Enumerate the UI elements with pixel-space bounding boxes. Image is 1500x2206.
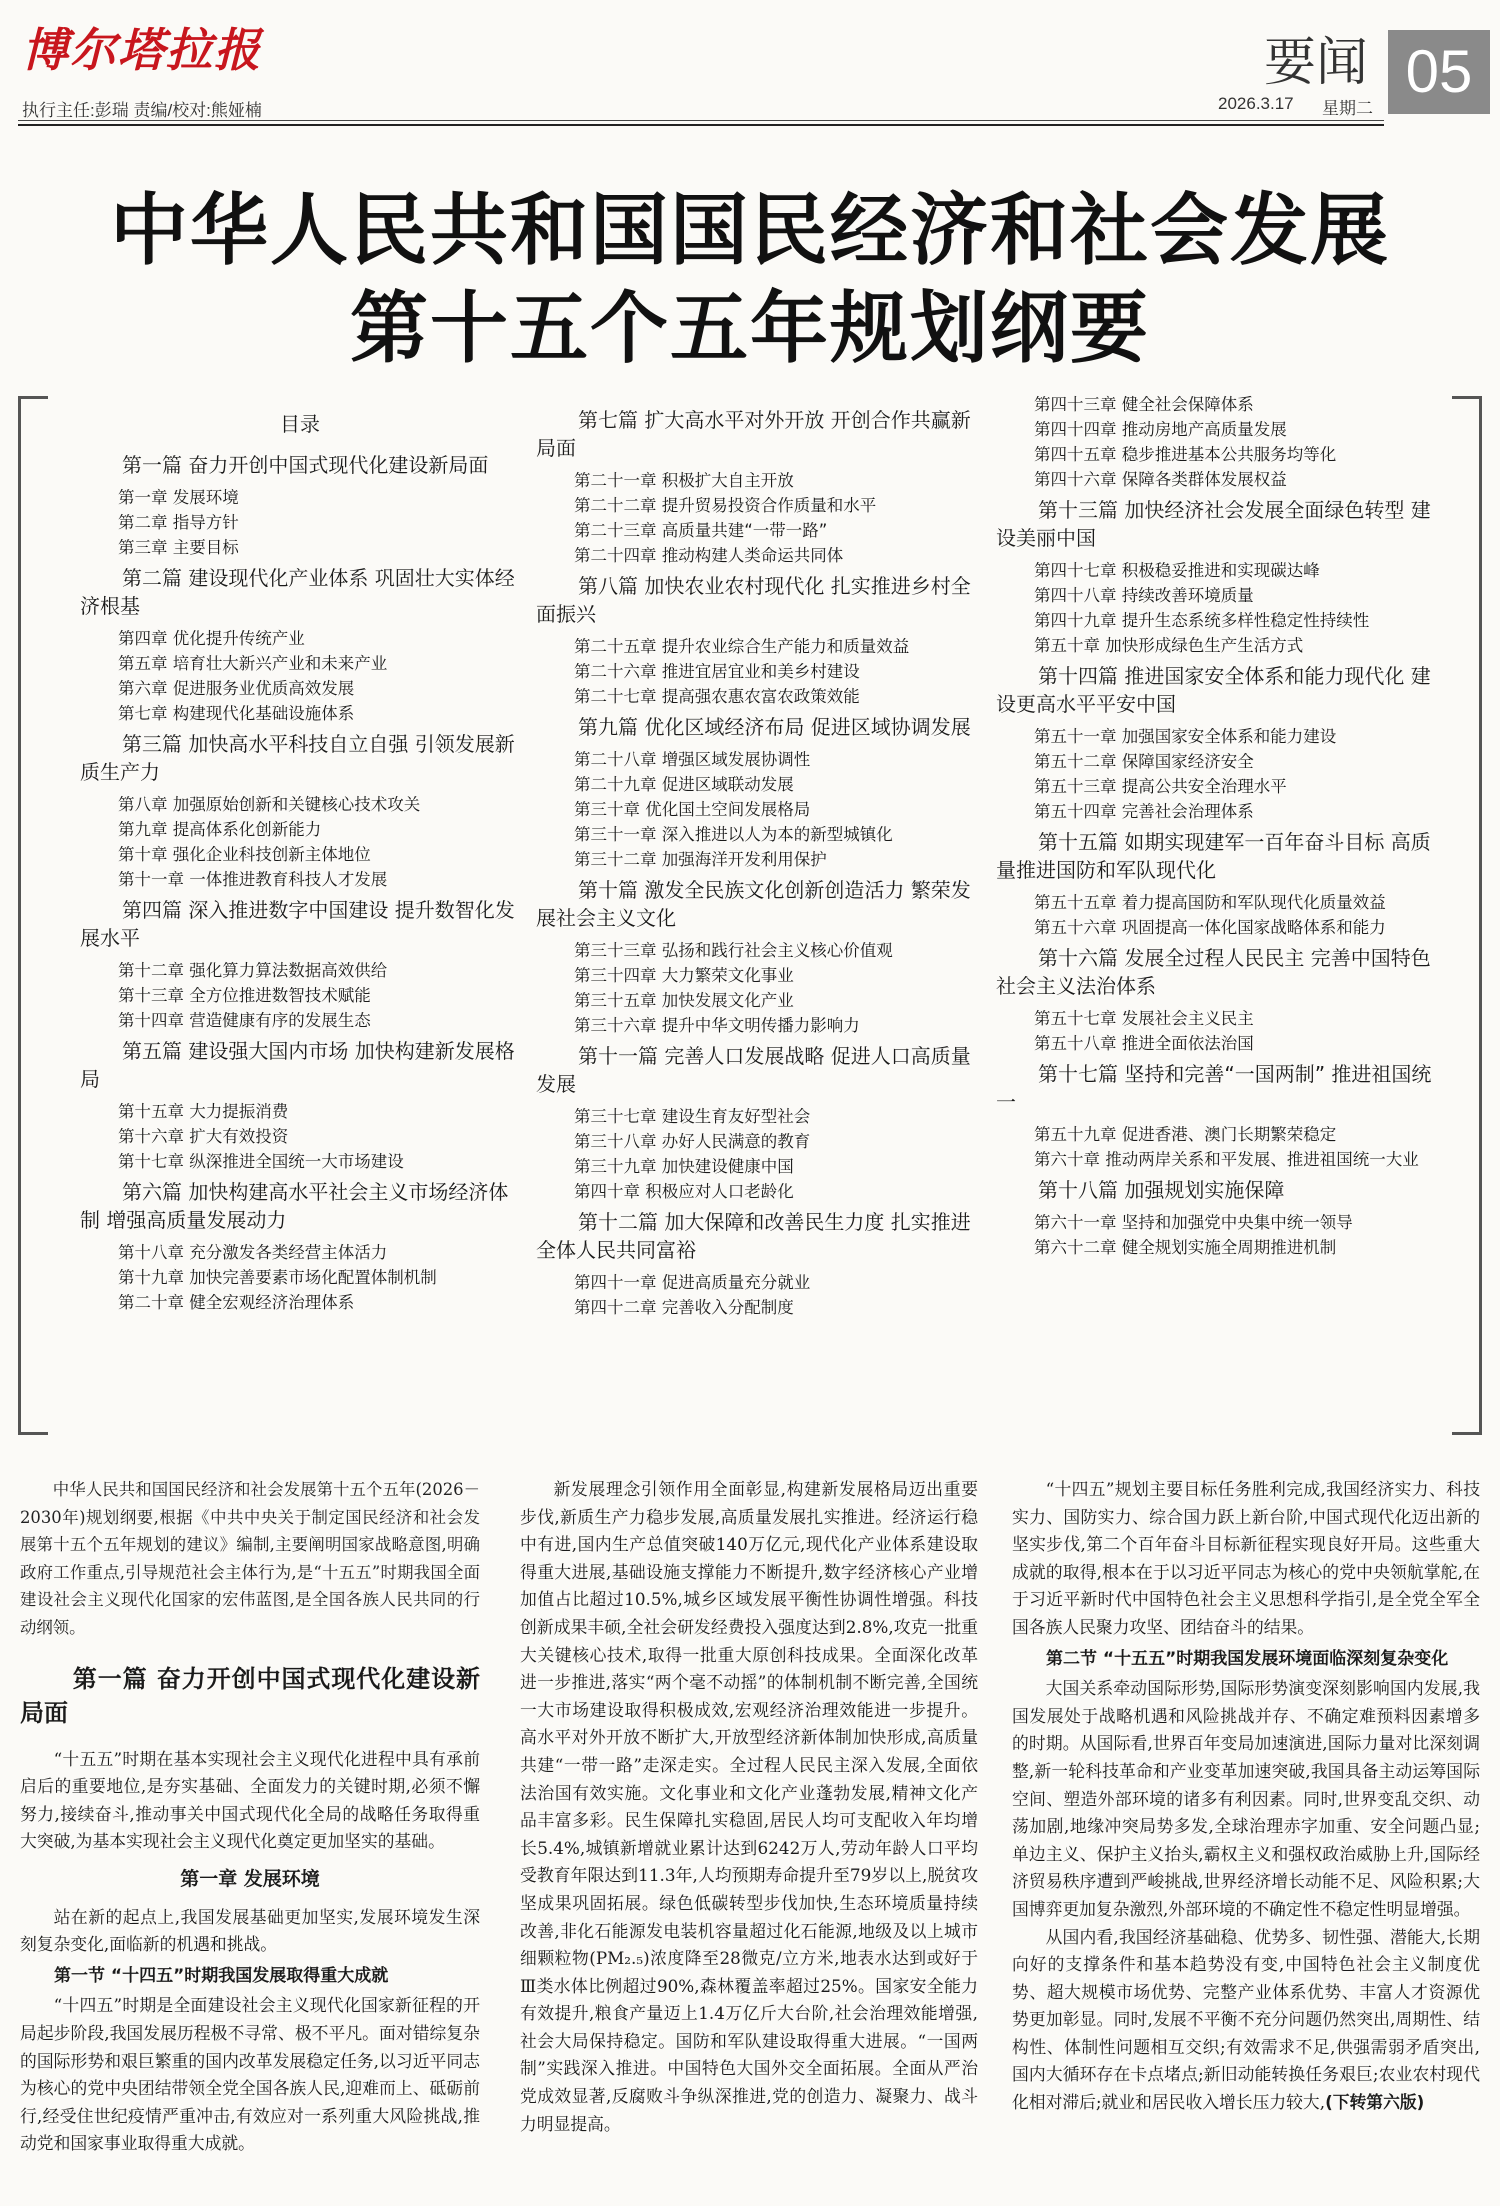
toc-chapter-entry: 第十七章 纵深推进全国统一大市场建设 bbox=[118, 1152, 404, 1171]
toc-chapter-entry: 第三十二章 加强海洋开发利用保护 bbox=[574, 850, 827, 869]
toc-chapter-entry: 第五十三章 提高公共安全治理水平 bbox=[1034, 777, 1287, 796]
toc-chapter-entry: 第四十章 积极应对人口老龄化 bbox=[574, 1182, 794, 1201]
toc-chapter-entry: 第五十六章 巩固提高一体化国家战略体系和能力 bbox=[1034, 918, 1386, 937]
toc-chapter-entry: 第四十二章 完善收入分配制度 bbox=[574, 1298, 794, 1317]
toc-bracket-left-bottom bbox=[18, 1432, 48, 1435]
toc-chapter-entry: 第二十六章 推进宜居宜业和美乡村建设 bbox=[574, 662, 860, 681]
toc-chapter-entry: 第三章 主要目标 bbox=[118, 538, 239, 557]
toc-bracket-right bbox=[1479, 396, 1482, 1432]
toc-chapter-entry: 第五十五章 着力提高国防和军队现代化质量效益 bbox=[1034, 893, 1386, 912]
toc-chapter-entry: 第三十九章 加快建设健康中国 bbox=[574, 1157, 794, 1176]
body-paragraph: 站在新的起点上,我国发展基础更加坚实,发展环境发生深刻复杂变化,面临新的机遇和挑战。 bbox=[20, 1906, 480, 1955]
masthead-logo: 博尔塔拉报 bbox=[22, 23, 262, 77]
toc-part-entry: 第一篇 奋力开创中国式现代化建设新局面 bbox=[122, 453, 489, 477]
toc-chapter-entry: 第一章 发展环境 bbox=[118, 488, 239, 507]
continued-note: (下转第六版) bbox=[1325, 2092, 1425, 2113]
intro-paragraph: 中华人民共和国国民经济和社会发展第十五个五年(2026－2030年)规划纲要,根据《中共中央关于制定国民经济和社会发展第十五个五年规划的建议》编制,主要阐明国家战略意图,明确政府工作重点,引导规范社会主体行为,是“十五五”时期我国全面建设社会主义现代化国家的宏伟蓝图,是全国各族人民共同的行动纲领。 bbox=[20, 1480, 480, 1637]
toc-chapter-entry: 第四十五章 稳步推进基本公共服务均等化 bbox=[1034, 445, 1337, 464]
toc-part-entry: 第十一篇 完善人口发展战略 促进人口高质量发展 bbox=[536, 1044, 971, 1096]
body-paragraph: “十四五”时期是全面建设社会主义现代化国家新征程的开局起步阶段,我国发展历程极不寻常、极不平凡。面对错综复杂的国际形势和艰巨繁重的国内改革发展稳定任务,以习近平同志为核心的党中央团结带领全党全国各族人民,迎难而上、砥砺前行,经受住世纪疫情严重冲击,有效应对一系列重大风险挑战,推动党和国家事业取得重大成就。 bbox=[20, 1995, 480, 2154]
toc-chapter-entry: 第二十四章 推动构建人类命运共同体 bbox=[574, 546, 844, 565]
staff-credits: 执行主任:彭瑞 责编/校对:熊娅楠 bbox=[22, 101, 262, 120]
toc-part-entry: 第七篇 扩大高水平对外开放 开创合作共赢新局面 bbox=[536, 408, 971, 460]
toc-part-entry: 第九篇 优化区域经济布局 促进区域协调发展 bbox=[578, 715, 971, 739]
chapter-heading: 第一章 发展环境 bbox=[180, 1867, 320, 1890]
toc-chapter-entry: 第十章 强化企业科技创新主体地位 bbox=[118, 845, 371, 864]
toc-chapter-entry: 第四十一章 促进高质量充分就业 bbox=[574, 1273, 811, 1292]
toc-chapter-entry: 第五十四章 完善社会治理体系 bbox=[1034, 802, 1254, 821]
toc-part-entry: 第六篇 加快构建高水平社会主义市场经济体制 增强高质量发展动力 bbox=[80, 1180, 509, 1232]
section-label: 要闻 bbox=[1264, 33, 1369, 93]
toc-frame bbox=[18, 396, 1482, 1436]
toc-chapter-entry: 第二十章 健全宏观经济治理体系 bbox=[118, 1293, 355, 1312]
toc-chapter-entry: 第四十九章 提升生态系统多样性稳定性持续性 bbox=[1034, 611, 1370, 630]
toc-chapter-entry: 第五十七章 发展社会主义民主 bbox=[1034, 1009, 1254, 1028]
toc-part-entry: 第十五篇 如期实现建军一百年奋斗目标 高质量推进国防和军队现代化 bbox=[996, 830, 1431, 882]
section-heading: 第一节 “十四五”时期我国发展取得重大成就 bbox=[54, 1965, 389, 1986]
toc-chapter-entry: 第四十三章 健全社会保障体系 bbox=[1034, 395, 1254, 414]
toc-column-3 bbox=[996, 392, 1446, 1260]
toc-chapter-entry: 第二十八章 增强区域发展协调性 bbox=[574, 750, 811, 769]
toc-bracket-left-top bbox=[18, 396, 48, 399]
toc-chapter-entry: 第十四章 营造健康有序的发展生态 bbox=[118, 1011, 371, 1030]
toc-part-entry: 第十八篇 加强规划实施保障 bbox=[1038, 1178, 1285, 1202]
article-column-3 bbox=[1012, 1476, 1480, 2117]
issue-date: 2026.3.17 bbox=[1218, 94, 1294, 113]
toc-chapter-entry: 第十九章 加快完善要素市场化配置体制机制 bbox=[118, 1268, 437, 1287]
toc-chapter-entry: 第七章 构建现代化基础设施体系 bbox=[118, 704, 355, 723]
toc-part-entry: 第八篇 加快农业农村现代化 扎实推进乡村全面振兴 bbox=[536, 574, 971, 626]
toc-part-entry: 第二篇 建设现代化产业体系 巩固壮大实体经济根基 bbox=[80, 566, 515, 618]
toc-chapter-entry: 第四十七章 积极稳妥推进和实现碳达峰 bbox=[1034, 561, 1320, 580]
toc-bracket-right-bottom bbox=[1452, 1432, 1482, 1435]
toc-chapter-entry: 第三十章 优化国土空间发展格局 bbox=[574, 800, 811, 819]
article-column-2 bbox=[520, 1476, 978, 2138]
toc-chapter-entry: 第四章 优化提升传统产业 bbox=[118, 629, 305, 648]
toc-part-entry: 第四篇 深入推进数字中国建设 提升数智化发展水平 bbox=[80, 898, 515, 950]
body-paragraph: 新发展理念引领作用全面彰显,构建新发展格局迈出重要步伐,新质生产力稳步发展,高质量发展扎实推进。经济运行稳中有进,国内生产总值突破140万亿元,现代化产业体系建设取得重大进展,基础设施支撑能力不断提升,数字经济核心产业增加值占比超过10.5%,城乡区域发展平衡性协调性增强。科技创新成果丰硕,全社会研发经费投入强度达到2.8%,攻克一批重大关键核心技术,取得一批重大原创科技成果。全面深化改革进一步推进,落实“两个毫不动摇”的体制机制不断完善,全国统一大市场建设取得积极成效,宏观经济治理效能进一步提升。高水平对外开放不断扩大,开放型经济新体制加快形成,高质量共建“一带一路”走深走实。全过程人民民主深入发展,全面依法治国有效实施。文化事业和文化产业蓬勃发展,精神文化产品丰富多彩。民生保障扎实稳固,居民人均可支配收入年均增长5.4%,城镇新增就业累计达到6242万人,劳动年龄人口平均受教育年限达到11.3年,人均预期寿命提升至79岁以上,脱贫攻坚成果巩固拓展。绿色低碳转型步伐加快,生态环境质量持续改善,非化石能源发电装机容量超过化石能源,地级及以上城市细颗粒物(PM₂.₅)浓度降至28微克/立方米,地表水达到或好于Ⅲ类水体比例超过90%,森林覆盖率超过25%。国家安全能力有效提升,粮食产量迈上1.4万亿斤大台阶,社会治理效能增强,社会大局保持稳定。国防和军队建设取得重大进展。“一国两制”实践深入推进。中国特色大国外交全面拓展。全面从严治党成效显著,反腐败斗争纵深推进,党的创造力、凝聚力、战斗力明显提高。 bbox=[520, 1479, 978, 2134]
toc-chapter-entry: 第三十八章 办好人民满意的教育 bbox=[574, 1132, 811, 1151]
toc-chapter-entry: 第三十四章 大力繁荣文化事业 bbox=[574, 966, 794, 985]
toc-chapter-entry: 第二十一章 积极扩大自主开放 bbox=[574, 471, 794, 490]
toc-chapter-entry: 第三十七章 建设生育友好型社会 bbox=[574, 1107, 811, 1126]
page-number: 05 bbox=[1388, 30, 1490, 114]
toc-part-entry: 第十二篇 加大保障和改善民生力度 扎实推进全体人民共同富裕 bbox=[536, 1210, 971, 1262]
toc-chapter-entry: 第六十章 推动两岸关系和平发展、推进祖国统一大业 bbox=[1034, 1150, 1419, 1169]
toc-heading: 目录 bbox=[280, 412, 320, 436]
toc-chapter-entry: 第五十二章 保障国家经济安全 bbox=[1034, 752, 1254, 771]
toc-chapter-entry: 第二十七章 提高强农惠农富农政策效能 bbox=[574, 687, 860, 706]
toc-chapter-entry: 第二十九章 促进区域联动发展 bbox=[574, 775, 794, 794]
body-paragraph: “十五五”时期在基本实现社会主义现代化进程中具有承前启后的重要地位,是夯实基础、全面发力的关键时期,必须不懈努力,接续奋斗,推动事关中国式现代化全局的战略任务取得重大突破,为基本实现社会主义现代化奠定更加坚实的基础。 bbox=[20, 1748, 480, 1852]
toc-chapter-entry: 第四十八章 持续改善环境质量 bbox=[1034, 586, 1254, 605]
toc-chapter-entry: 第三十一章 深入推进以人为本的新型城镇化 bbox=[574, 825, 893, 844]
toc-chapter-entry: 第二章 指导方针 bbox=[118, 513, 239, 532]
toc-chapter-entry: 第九章 提高体系化创新能力 bbox=[118, 820, 322, 839]
toc-chapter-entry: 第五十一章 加强国家安全体系和能力建设 bbox=[1034, 727, 1337, 746]
toc-chapter-entry: 第二十二章 提升贸易投资合作质量和水平 bbox=[574, 496, 877, 515]
toc-chapter-entry: 第六章 促进服务业优质高效发展 bbox=[118, 679, 355, 698]
body-paragraph bbox=[1012, 1924, 1480, 2117]
toc-chapter-entry: 第五十章 加快形成绿色生产生活方式 bbox=[1034, 636, 1304, 655]
toc-chapter-entry: 第五章 培育壮大新兴产业和未来产业 bbox=[118, 654, 388, 673]
toc-chapter-entry: 第六十一章 坚持和加强党中央集中统一领导 bbox=[1034, 1213, 1353, 1232]
toc-part-entry: 第十三篇 加快经济社会发展全面绿色转型 建设美丽中国 bbox=[996, 498, 1431, 550]
toc-chapter-entry: 第十八章 充分激发各类经营主体活力 bbox=[118, 1243, 388, 1262]
section-heading: 第二节 “十五五”时期我国发展环境面临深刻复杂变化 bbox=[1046, 1648, 1449, 1669]
toc-chapter-entry: 第八章 加强原始创新和关键核心技术攻关 bbox=[118, 795, 421, 814]
toc-part-entry: 第五篇 建设强大国内市场 加快构建新发展格局 bbox=[80, 1039, 515, 1091]
toc-chapter-entry: 第五十九章 促进香港、澳门长期繁荣稳定 bbox=[1034, 1125, 1337, 1144]
toc-chapter-entry: 第十三章 全方位推进数智技术赋能 bbox=[118, 986, 371, 1005]
header-rule-thick bbox=[18, 124, 1384, 126]
toc-chapter-entry: 第十六章 扩大有效投资 bbox=[118, 1127, 289, 1146]
toc-column-1 bbox=[80, 408, 520, 1315]
toc-chapter-entry: 第十五章 大力提振消费 bbox=[118, 1102, 289, 1121]
toc-part-entry: 第三篇 加快高水平科技自立自强 引领发展新质生产力 bbox=[80, 732, 515, 784]
article-column-1 bbox=[20, 1476, 480, 2158]
toc-chapter-entry: 第二十五章 提升农业综合生产能力和质量效益 bbox=[574, 637, 910, 656]
header-rule bbox=[18, 120, 1384, 121]
body-paragraph: 大国关系牵动国际形势,国际形势演变深刻影响国内发展,我国发展处于战略机遇和风险挑战并存、不确定难预料因素增多的时期。从国际看,世界百年变局加速演进,国际力量对比深刻调整,新一轮科技革命和产业变革加速突破,我国具备主动运筹国际空间、塑造外部环境的诸多有利因素。同时,世界变乱交织、动荡加剧,地缘冲突局势多发,全球治理赤字加重、安全问题凸显;单边主义、保护主义抬头,霸权主义和强权政治威胁上升,国际经济贸易秩序遭到严峻挑战,世界经济增长动能不足、风险积累;大国博弈更加复杂激烈,外部环境的不确定性不稳定性明显增强。 bbox=[1012, 1678, 1480, 1919]
toc-chapter-entry: 第十二章 强化算力算法数据高效供给 bbox=[118, 961, 388, 980]
toc-part-entry: 第十七篇 坚持和完善“一国两制” 推进祖国统一 bbox=[996, 1062, 1432, 1114]
body-paragraph: “十四五”规划主要目标任务胜利完成,我国经济实力、科技实力、国防实力、综合国力跃上新台阶,中国式现代化迈出新的坚实步伐,第二个百年奋斗目标新征程实现良好开局。这些重大成就的取得,根本在于以习近平同志为核心的党中央领航掌舵,在于习近平新时代中国特色社会主义思想科学指引,是全党全军全国各族人民聚力攻坚、团结奋斗的结果。 bbox=[1012, 1479, 1480, 1637]
headline-line2: 第十五个五年规划纲要 bbox=[349, 284, 1150, 374]
toc-column-2 bbox=[536, 402, 976, 1320]
headline-line1: 中华人民共和国国民经济和社会发展 bbox=[109, 186, 1390, 276]
toc-part-entry: 第十篇 激发全民族文化创新创造活力 繁荣发展社会主义文化 bbox=[536, 878, 971, 930]
toc-bracket-right-top bbox=[1452, 396, 1482, 399]
issue-weekday: 星期二 bbox=[1322, 99, 1373, 118]
toc-chapter-entry: 第六十二章 健全规划实施全周期推进机制 bbox=[1034, 1238, 1337, 1257]
toc-part-entry: 第十四篇 推进国家安全体系和能力现代化 建设更高水平平安中国 bbox=[996, 664, 1431, 716]
toc-chapter-entry: 第三十五章 加快发展文化产业 bbox=[574, 991, 794, 1010]
toc-chapter-entry: 第三十三章 弘扬和践行社会主义核心价值观 bbox=[574, 941, 893, 960]
toc-chapter-entry: 第二十三章 高质量共建“一带一路” bbox=[574, 521, 828, 540]
toc-part-entry: 第十六篇 发展全过程人民民主 完善中国特色社会主义法治体系 bbox=[996, 946, 1431, 998]
toc-chapter-entry: 第五十八章 推进全面依法治国 bbox=[1034, 1034, 1254, 1053]
toc-chapter-entry: 第三十六章 提升中华文明传播力影响力 bbox=[574, 1016, 860, 1035]
toc-chapter-entry: 第四十六章 保障各类群体发展权益 bbox=[1034, 470, 1287, 489]
toc-bracket-left bbox=[18, 396, 21, 1432]
toc-chapter-entry: 第十一章 一体推进教育科技人才发展 bbox=[118, 870, 388, 889]
body-text: 从国内看,我国经济基础稳、优势多、韧性强、潜能大,长期向好的支撑条件和基本趋势没有变,中国特色社会主义制度优势、超大规模市场优势、完整产业体系优势、丰富人才资源优势更加彰显。同时,发展不平衡不充分问题仍然突出,周期性、结构性、体制性问题相互交织;有效需求不足,供强需弱矛盾突出,国内大循环存在卡点堵点;新旧动能转换任务艰巨;农业农村现代化相对滞后;就业和居民收入增长压力较大, bbox=[1012, 1926, 1480, 2113]
toc-chapter-entry: 第四十四章 推动房地产高质量发展 bbox=[1034, 420, 1287, 439]
part-heading: 第一篇 奋力开创中国式现代化建设新局面 bbox=[20, 1664, 480, 1727]
